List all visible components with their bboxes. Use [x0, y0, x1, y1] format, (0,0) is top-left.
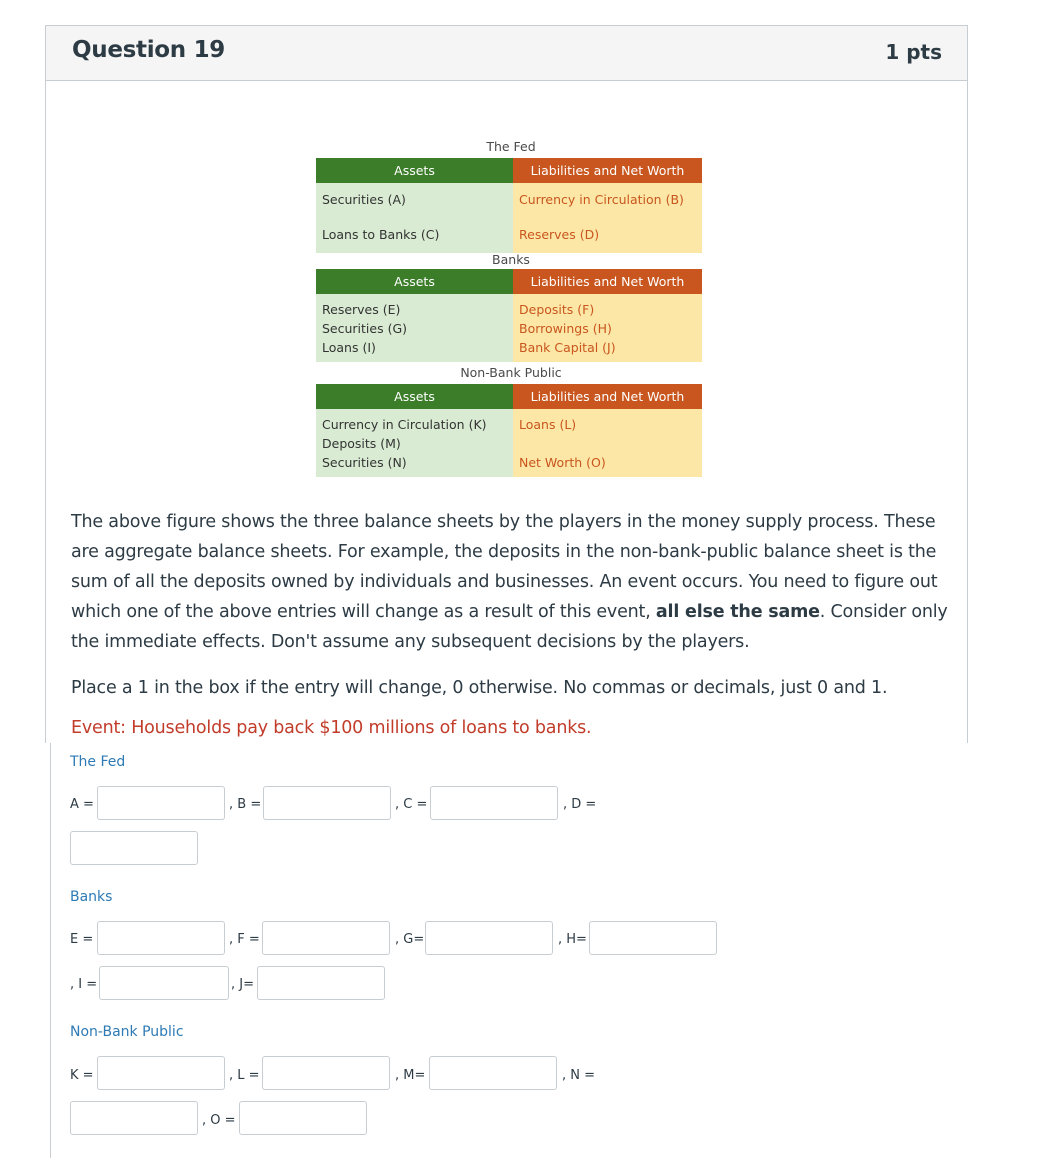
input-m[interactable]	[429, 1056, 557, 1090]
banks-liab-h: Borrowings (H)	[519, 321, 612, 336]
label-l: , L =	[229, 1068, 260, 1083]
label-i: , I =	[70, 977, 98, 992]
input-j[interactable]	[257, 966, 385, 1000]
input-d[interactable]	[70, 831, 198, 865]
label-k: K =	[70, 1068, 94, 1083]
banks-asset-e: Reserves (E)	[322, 302, 401, 317]
input-h[interactable]	[589, 921, 717, 955]
public-asset-m: Deposits (M)	[322, 436, 401, 451]
banks-liab-j: Bank Capital (J)	[519, 340, 616, 355]
input-n[interactable]	[70, 1101, 198, 1135]
input-o[interactable]	[239, 1101, 367, 1135]
public-balance-sheet	[316, 384, 706, 477]
label-o: , O =	[202, 1113, 236, 1128]
question-title: Question 19	[72, 37, 225, 63]
question-points: 1 pts	[885, 40, 942, 64]
input-g[interactable]	[425, 921, 553, 955]
label-j: , J=	[231, 977, 254, 992]
public-answers-title: Non-Bank Public	[70, 1024, 184, 1040]
input-e[interactable]	[97, 921, 225, 955]
fed-liab-d: Reserves (D)	[519, 227, 600, 242]
input-l[interactable]	[262, 1056, 390, 1090]
question-description	[71, 507, 951, 657]
public-title: Non-Bank Public	[460, 365, 562, 380]
label-m: , M=	[395, 1068, 426, 1083]
answer-area-border	[50, 743, 51, 1158]
banks-answers-title: Banks	[70, 889, 113, 905]
fed-answers-title: The Fed	[70, 754, 126, 770]
public-liab-o: Net Worth (O)	[519, 455, 606, 470]
fed-asset-c: Loans to Banks (C)	[322, 227, 440, 242]
input-k[interactable]	[97, 1056, 225, 1090]
label-c: , C =	[395, 797, 428, 812]
banks-title: Banks	[492, 252, 530, 267]
input-i[interactable]	[99, 966, 229, 1000]
banks-balance-sheet	[316, 269, 706, 362]
question-header	[46, 26, 967, 81]
input-c[interactable]	[430, 786, 558, 820]
event-text: Event: Households pay back $100 millions of loans to banks.	[71, 718, 592, 738]
fed-liab-header: Liabilities and Net Worth	[513, 158, 702, 183]
input-a[interactable]	[97, 786, 225, 820]
label-g: , G=	[395, 932, 425, 947]
fed-liab-b: Currency in Circulation (B)	[519, 192, 684, 207]
banks-asset-i: Loans (I)	[322, 340, 376, 355]
banks-liab-header: Liabilities and Net Worth	[513, 269, 702, 294]
label-f: , F =	[229, 932, 260, 947]
banks-liab-f: Deposits (F)	[519, 302, 595, 317]
public-liab-header: Liabilities and Net Worth	[513, 384, 702, 409]
description-bold: all else the same	[655, 602, 820, 622]
label-h: , H=	[558, 932, 587, 947]
label-a: A =	[70, 797, 94, 812]
balance-sheet-figure	[316, 136, 706, 477]
label-d: , D =	[563, 797, 597, 812]
description-part-2: . Consider only the immediate effects. Don't assume any subsequent decisions by the players.	[71, 602, 948, 652]
label-e: E =	[70, 932, 94, 947]
fed-assets-header: Assets	[316, 158, 513, 183]
fed-title: The Fed	[486, 139, 536, 154]
input-f[interactable]	[262, 921, 390, 955]
label-n: , N =	[562, 1068, 596, 1083]
label-b: , B =	[229, 797, 262, 812]
public-assets-header: Assets	[316, 384, 513, 409]
description-part-1: The above figure shows the three balance sheets by the players in the money supply process. These are aggregate balance sheets. For example, the deposits in the non-bank-public balance sheet is the sum of all the deposits owned by individuals and businesses. An event occurs. You need to figure out which one of the above entries will change as a result of this event,	[71, 512, 938, 622]
fed-asset-a: Securities (A)	[322, 192, 406, 207]
banks-asset-g: Securities (G)	[322, 321, 408, 336]
instruction-text: Place a 1 in the box if the entry will change, 0 otherwise. No commas or decimals, just 0 and 1.	[71, 678, 888, 698]
fed-balance-sheet	[316, 158, 706, 253]
public-asset-k: Currency in Circulation (K)	[322, 417, 487, 432]
public-asset-n: Securities (N)	[322, 455, 407, 470]
public-liab-l: Loans (L)	[519, 417, 577, 432]
input-b[interactable]	[263, 786, 391, 820]
banks-assets-header: Assets	[316, 269, 513, 294]
